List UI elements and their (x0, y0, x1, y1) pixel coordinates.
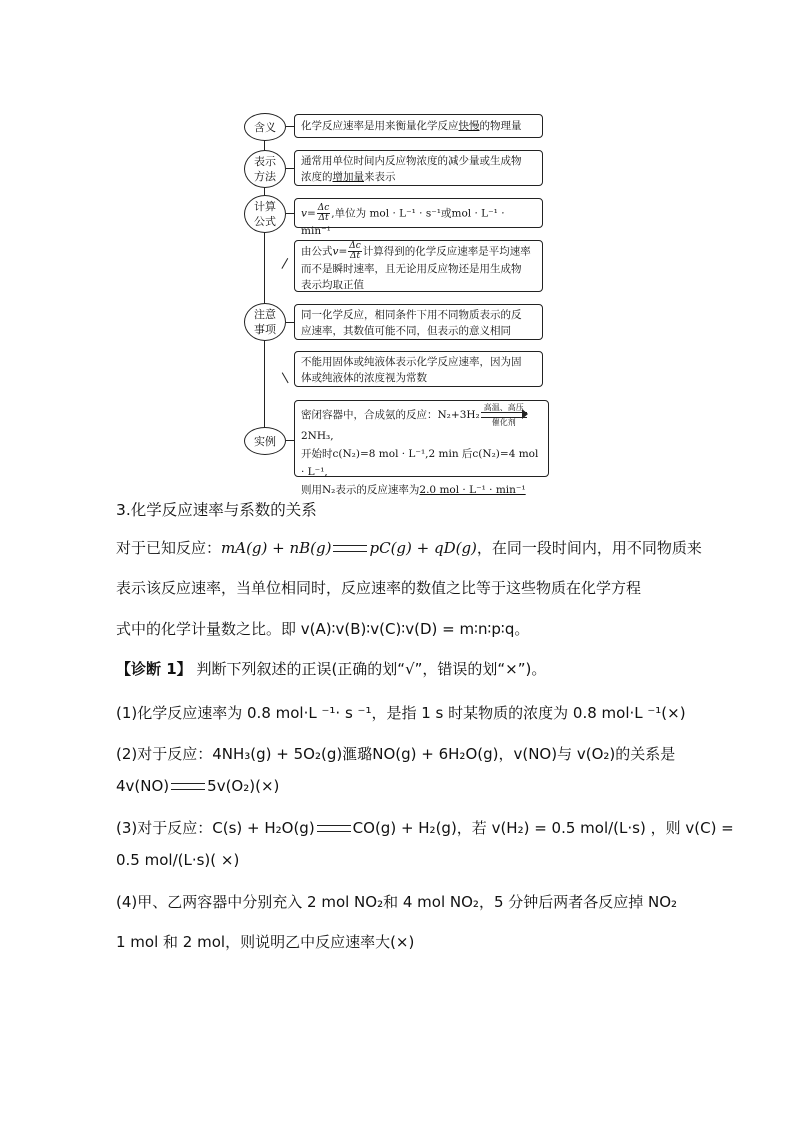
node-meaning (244, 113, 286, 141)
box-text: 浓度的 (301, 171, 333, 183)
question-4: (4)甲、乙两容器中分别充入 2 mol NO₂和 4 mol NO₂，5 分钟后两者各反应掉 NO₂ (116, 893, 678, 911)
connector (286, 322, 294, 323)
box-text: 化学反应速率是用来衡量化学反应 (301, 120, 459, 132)
box-text: 密闭容器中，合成氨的反应：N₂+3H₂ (301, 409, 480, 421)
box-text: ,单位为 mol · L⁻¹ · s⁻¹或mol · L⁻¹ · min⁻¹ (301, 207, 505, 237)
formula-eq: = (306, 207, 316, 220)
formula-v: v (332, 245, 339, 258)
node-example (244, 427, 286, 455)
question-1: (1)化学反应速率为 0.8 mol·L ⁻¹· s ⁻¹，是指 1 s 时某物质的浓度为 0.8 mol·L ⁻¹(×) (116, 704, 686, 722)
question-text: (3)对于反应：C(s) + H₂O(g) (116, 819, 315, 837)
connector (281, 372, 288, 383)
box-text: 体或纯液体的浓度视为常数 (301, 372, 427, 384)
garbled-symbol: 滙璐 (342, 745, 373, 763)
node-label: 计算 (254, 200, 276, 213)
equation-right: pC(g) + qD(g) (369, 539, 477, 557)
box-text: 开始时c(N₂)=8 mol · L⁻¹,2 min 后c(N₂)=4 mol · L⁻¹, (301, 448, 539, 478)
node-label: 实例 (254, 434, 276, 448)
paragraph-line (116, 537, 702, 558)
box-method (294, 150, 543, 186)
box-text: 表示均取正值 (301, 279, 364, 291)
connector (286, 213, 294, 214)
formula-eq: = (338, 245, 348, 258)
node-label: 方法 (254, 170, 276, 183)
box-underlined-text: 增加量 (332, 171, 364, 183)
condition-top: 高温、高压 (483, 403, 524, 412)
box-text: 应速率，其数值可能不同，但表示的意义相同 (301, 325, 511, 337)
box-note-2 (294, 304, 543, 340)
paragraph-line: 式中的化学计量数之比。即 v(A)∶v(B)∶v(C)∶v(D) = m∶n∶p∶q。 (116, 620, 530, 638)
question-text: CO(g) + H₂(g)，若 v(H₂) = 0.5 mol/(L·s) ，则 v(C) = (352, 819, 734, 837)
box-text: 不能用固体或纯液体表示化学反应速率，因为固 (301, 356, 522, 368)
question-text: 5v(O₂)(×) (207, 777, 280, 795)
node-label: 含义 (254, 120, 276, 134)
box-text: 由公式 (301, 245, 333, 258)
box-example (294, 400, 549, 496)
question-text: NO(g) + 6H₂O(g)，v(NO)与 v(O₂)的关系是 (372, 745, 676, 763)
box-text: 的物理量 (479, 120, 522, 132)
box-underlined-text: 2.0 mol · L⁻¹ · min⁻¹ (419, 484, 526, 496)
node-label: 表示 (254, 155, 276, 168)
box-note-1 (294, 240, 543, 292)
diagnosis-label: 【诊断 1】 (116, 660, 192, 678)
node-method (244, 150, 286, 188)
fraction-denominator: Δt (349, 251, 361, 261)
concept-diagram (0, 0, 794, 496)
connector (286, 440, 294, 441)
node-notes (244, 303, 286, 341)
question-3 (116, 817, 734, 838)
box-text: 同一化学反应，相同条件下用不同物质表示的反 (301, 309, 522, 321)
box-formula (294, 198, 543, 237)
box-meaning (294, 114, 543, 138)
equals-sign (171, 783, 205, 790)
node-label: 公式 (254, 215, 276, 228)
question-3-cont: 0.5 mol/(L·s)( ×) (116, 851, 240, 869)
box-text: 通常用单位时间内反应物浓度的减少量或生成物 (301, 155, 522, 167)
equation-left: mA(g) + nB(g) (221, 539, 332, 557)
box-text: 计算得到的化学反应速率是平均速率 (362, 245, 531, 258)
condition-bottom: 催化剂 (491, 418, 516, 427)
box-text: 而不是瞬时速率，且无论用反应物还是用生成物 (301, 263, 522, 275)
fraction-numerator: Δc (349, 241, 361, 251)
question-4-cont: 1 mol 和 2 mol，则说明乙中反应速率大(×) (116, 933, 415, 951)
fraction (317, 204, 331, 223)
node-label: 事项 (254, 323, 276, 336)
reaction-arrow (481, 403, 527, 427)
fraction (348, 242, 362, 261)
question-text: 4v(NO) (116, 777, 170, 795)
formula-v: v (301, 207, 307, 220)
box-underlined-text: 快慢 (458, 120, 480, 132)
node-label: 注意 (254, 308, 276, 321)
section-heading: 3.化学反应速率与系数的关系 (116, 501, 317, 519)
paragraph-line: 表示该反应速率，当单位相同时，反应速率的数值之比等于这些物质在化学方程 (116, 579, 642, 597)
box-note-3 (294, 351, 543, 387)
equals-sign (317, 825, 351, 832)
equals-sign (333, 545, 367, 552)
diagnosis-text: 判断下列叙述的正误(正确的划“√”，错误的划“×”)。 (191, 660, 547, 678)
question-2-cont (116, 777, 682, 795)
fraction-numerator: Δc (317, 203, 330, 213)
box-text: 2NH₃, (301, 430, 334, 442)
diagnosis-header (116, 658, 682, 679)
node-formula (244, 195, 286, 233)
connector (286, 168, 294, 169)
paragraph-text: 对于已知反应： (116, 539, 222, 557)
question-text: (2)对于反应：4NH₃(g) + 5O₂(g) (116, 745, 343, 763)
connector (281, 258, 288, 269)
box-text: 来表示 (364, 171, 396, 183)
connector (286, 126, 294, 127)
paragraph-text: ，在同一段时间内，用不同物质来 (476, 539, 702, 557)
fraction-denominator: Δt (318, 213, 329, 223)
question-2 (116, 743, 682, 764)
box-text: 则用N₂表示的反应速率为 (301, 484, 420, 496)
